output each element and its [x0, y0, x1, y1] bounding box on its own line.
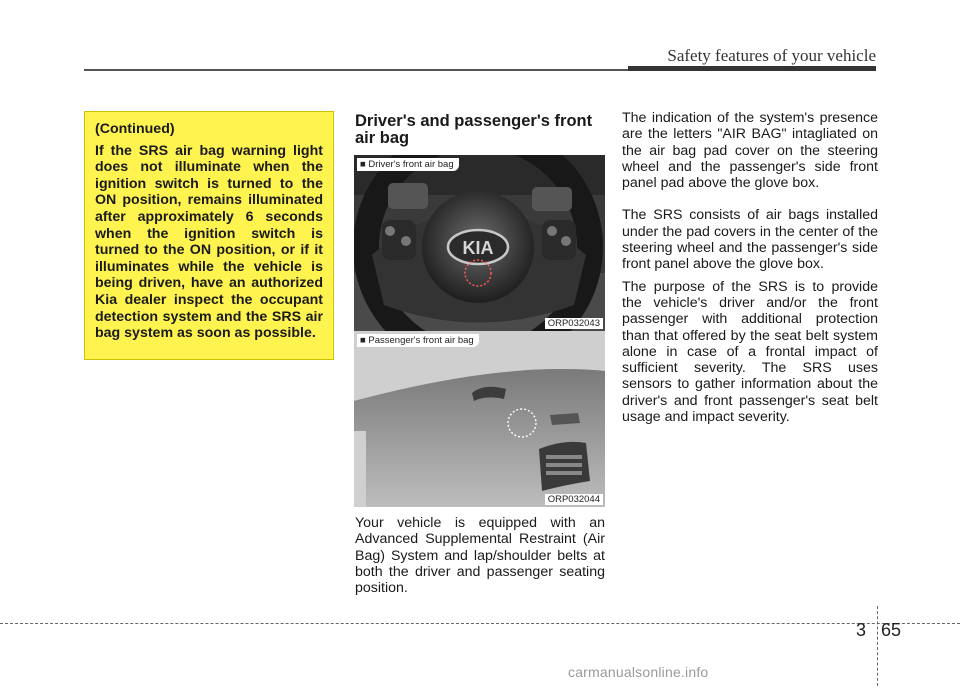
paragraph-srs-consists: The SRS consists of air bags installed under the pad covers in the center of the steering wheel and the passenger's side front panel above the glove box.	[622, 207, 878, 273]
driver-airbag-figure	[354, 155, 605, 331]
passenger-airbag-figure	[354, 331, 605, 507]
watermark: carmanualsonline.info	[568, 664, 709, 680]
page-divider	[877, 606, 878, 686]
paragraph-indication: The indication of the system's presence are the letters "AIR BAG" intagliated on the air bag pad cover on the steering wheel and the passenger's side front panel pad above the glove box.	[622, 110, 878, 192]
figure-code: ORP032044	[545, 494, 603, 505]
paragraph-srs-purpose: The purpose of the SRS is to provide the vehicle's driver and/or the front passenger with additional protection than that offered by the seat belt system alone in case of a frontal impact of sufficient severity. The SRS uses sensors to gather information about the driver's and front passenger's seat belt usage and impact severity.	[622, 278, 878, 426]
intro-paragraph: Your vehicle is equipped with an Advanced Supplemental Restraint (Air Bag) System and lap/shoulder belts at both the driver and passenger seating position.	[355, 515, 605, 597]
right-column	[622, 110, 878, 441]
warning-title: (Continued)	[95, 121, 175, 137]
section-heading: Driver's and passenger's front air bag	[355, 112, 593, 147]
figure-caption: ■ Driver's front air bag	[357, 158, 459, 171]
dashboard-photo	[354, 331, 605, 507]
warning-body: If the SRS air bag warning light does not illuminate when the ignition switch is turned to the ON position, remains illuminated after approximately 6 seconds when the ignition switch is turned to the ON position, or if it illuminates while the vehicle is being driven, have an authorized Kia dealer inspect the occupant detection system and the SRS air bag system as soon as possible.	[95, 142, 323, 342]
chapter-number: 3	[856, 620, 867, 640]
warning-box	[84, 111, 334, 360]
figure-code: ORP032043	[545, 318, 603, 329]
footer-rule	[0, 623, 960, 624]
header-rule-accent	[628, 66, 876, 71]
kia-logo: KIA	[462, 238, 494, 258]
figure-caption: ■ Passenger's front air bag	[357, 334, 479, 347]
steering-wheel-photo	[354, 155, 605, 331]
section-title: Safety features of your vehicle	[667, 46, 876, 65]
page-number: 65	[881, 620, 902, 640]
